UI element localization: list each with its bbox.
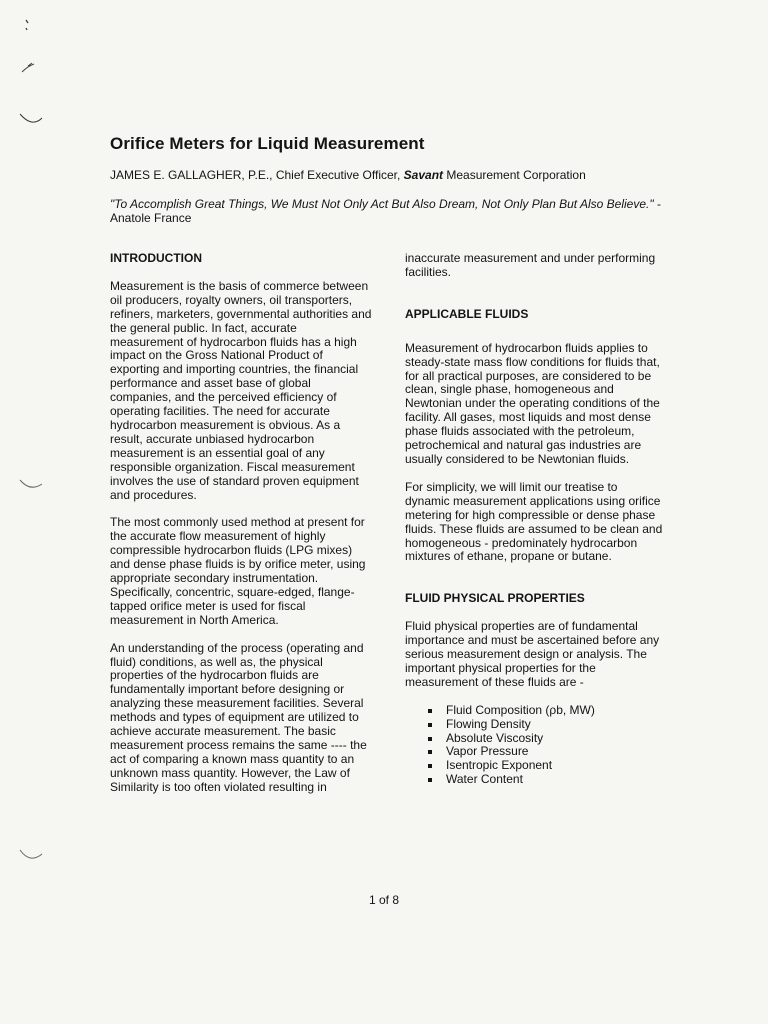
paragraph: Measurement of hydrocarbon fluids applies to steady-state mass flow conditions for fluids that, for all practical purposes, are considered to be clean, single phase, homogeneous and Newtonian under the operating conditions of the facility. All gases, most liquids and most dense phase fluids associated with the petroleum, petrochemical and natural gas industries are usually considered to be Newtonian fluids. xyxy=(405,340,660,466)
right-column xyxy=(405,252,665,787)
list-item: Fluid Composition (ρb, MW) xyxy=(428,704,665,718)
quote-attribution: - Anatole France xyxy=(110,197,661,225)
bullet-icon xyxy=(428,737,432,741)
list-item: Absolute Viscosity xyxy=(428,732,665,746)
scan-hole-mark-icon xyxy=(14,840,54,870)
list-item: Vapor Pressure xyxy=(428,745,665,759)
scan-margin-marks-icon xyxy=(14,14,54,124)
section-heading-introduction: INTRODUCTION xyxy=(110,251,202,265)
list-item: Flowing Density xyxy=(428,718,665,732)
bullet-icon xyxy=(428,723,432,727)
company-name-emphasis: Savant xyxy=(403,168,444,182)
bullet-icon xyxy=(428,750,432,754)
author-line xyxy=(110,168,586,182)
paragraph: Fluid physical properties are of fundamental importance and must be ascertained before any serious measurement design or analysis. The important physical properties for the measurement of these fluids are - xyxy=(405,619,660,689)
document-title: Orifice Meters for Liquid Measurement xyxy=(110,134,425,153)
quote-text: "To Accomplish Great Things, We Must Not Only Act But Also Dream, Not Only Plan But Also Believe." xyxy=(110,197,654,211)
bullet-icon xyxy=(428,709,432,713)
bullet-icon xyxy=(428,764,432,768)
left-column xyxy=(110,252,372,795)
list-item: Isentropic Exponent xyxy=(428,759,665,773)
section-heading-fluid-physical-properties: FLUID PHYSICAL PROPERTIES xyxy=(405,591,585,606)
list-item: Water Content xyxy=(428,773,665,787)
page-number: 1 of 8 xyxy=(368,893,400,907)
paragraph: An understanding of the process (operating and fluid) conditions, as well as, the physical properties of the hydrocarbon fluids are fundamentally important before designing or analyzing these measurement facilities. Several methods and types of equipment are utilized to achieve accurate measurement. The basic measurement process remains the same ---- the act of comparing a known mass quantity to an unknown mass quantity. However, the Law of Similarity is too often violated resulting in xyxy=(110,640,367,794)
scan-hole-mark-icon xyxy=(14,470,54,500)
property-list xyxy=(405,704,665,787)
author-name: JAMES E. GALLAGHER, P.E., Chief Executive Officer, xyxy=(110,168,404,182)
paragraph: Measurement is the basis of commerce between oil producers, royalty owners, oil transporters, refiners, marketers, governmental authorities and the general public. In fact, accurate measurement of hydrocarbon fluids has a high impact on the Gross National Product of exporting and importing countries, the financial performance and asset base of global companies, and the perceived efficiency of operating facilities. The need for accurate hydrocarbon measurement is obvious. As a result, accurate unbiased hydrocarbon measurement is an essential goal of any responsible organization. Fiscal measurement involves the use of standard proven equipment and procedures. xyxy=(110,278,372,502)
paragraph: The most commonly used method at present for the accurate flow measurement of highly compressible hydrocarbon fluids (LPG mixes) and dense phase fluids is by orifice meter, using appropriate secondary instrumentation. Specifically, concentric, square-edged, flange-tapped orifice meter is used for fiscal measurement in North America. xyxy=(110,515,366,627)
epigraph-quote xyxy=(110,197,670,225)
paragraph: For simplicity, we will limit our treatise to dynamic measurement applications using orifice metering for high compressible or dense phase fluids. These fluids are assumed to be clean and homogeneous - predominately hydrocarbon mixtures of ethane, propane or butane. xyxy=(405,479,663,564)
author-company-suffix: Measurement Corporation xyxy=(443,168,586,182)
paragraph-continuation: inaccurate measurement and under performing facilities. xyxy=(405,251,656,279)
section-heading-applicable-fluids: APPLICABLE FLUIDS xyxy=(405,306,529,321)
bullet-icon xyxy=(428,778,432,782)
